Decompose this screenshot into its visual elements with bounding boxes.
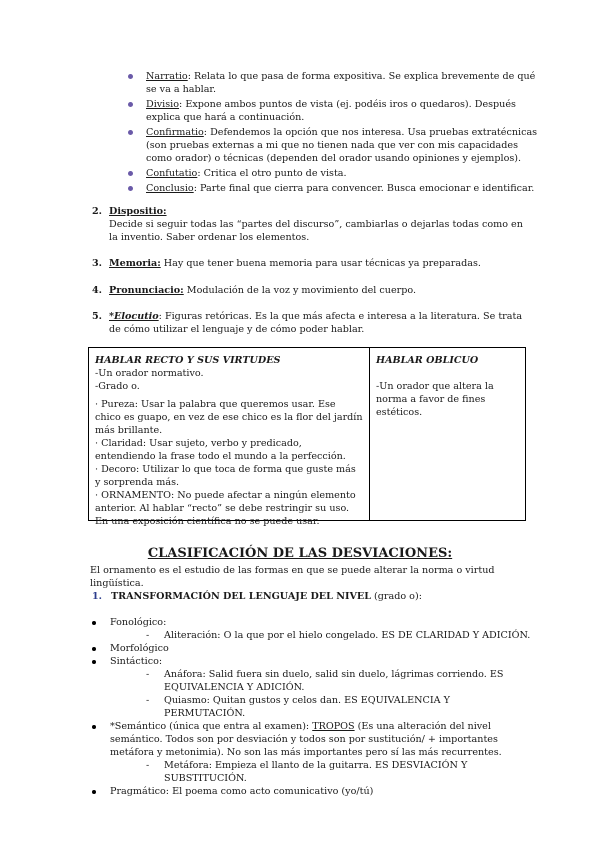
section-heading-text: TRANSFORMACIÓN DEL LENGUAJE DEL NIVEL [111,591,371,602]
term-conclusio: Conclusio [146,183,194,194]
item-number: 3. [92,258,103,269]
table-item-pureza: · Pureza: Usar la palabra que queremos usar. Ese chico es guapo, en vez de ese chico es la flor del jardín más brillante. [95,399,363,436]
bullet-icon [92,790,96,794]
bullet-icon [92,725,96,729]
level-sintactico: Sintáctico: [110,656,163,667]
table-header-recto: HABLAR RECTO Y SUS VIRTUDES [95,355,281,366]
list-item [92,655,532,720]
example-aliteracion: Aliteración: O la que por el hielo congelado. ES DE CLARIDAD Y ADICIÓN. [164,630,531,641]
dash-icon: - [146,760,150,771]
partes-discurso-list [128,70,540,197]
bullet-icon [92,647,96,651]
list-item [92,720,532,785]
table-col-oblicuo [370,348,526,520]
item-heading: *Elocutio [109,311,159,322]
table-line: -Grado o. [95,381,140,392]
item-text: : Figuras retóricas. Es la que más afecta e interesa a la literatura. Se trata de cómo utilizar el lenguaje y de cómo poder hablar. [109,311,523,335]
intro-paragraph: El ornamento es el estudio de las formas en que se puede alterar la norma o virtud lingüística. [90,565,495,589]
table-col-recto [89,348,370,527]
item-text: Hay que tener buena memoria para usar técnicas ya preparadas. [160,258,481,269]
item-number: 2. [92,206,103,217]
bullet-icon [128,74,133,79]
item-heading: Memoria: [109,258,161,269]
list-item [130,629,532,642]
item-text: Modulación de la voz y movimiento del cuerpo. [183,285,417,296]
virtudes-table [88,347,526,527]
table-item-claridad: · Claridad: Usar sujeto, verbo y predicado, entendiendo la frase todo el mundo a la perfección. [95,438,346,462]
item-number: 5. [92,311,103,322]
item-text: : Relata lo que pasa de forma expositiva. Se explica brevemente de qué se va a hablar. [146,71,536,95]
item-heading: Dispositio: [109,206,167,217]
table-header-oblicuo: HABLAR OBLICUO [376,355,479,366]
list-item [128,182,540,195]
example-metafora: Metáfora: Empieza el llanto de la guitarra. ES DESVIACIÓN Y SUBSTITUCIÓN. [164,760,468,784]
level-semantico: *Semántico (única que entra al examen): [110,721,313,732]
example-anafora: Anáfora: Salid fuera sin duelo, salid sin duelo, lágrimas corriendo. ES EQUIVALENCIA Y ADICIÓN. [164,669,504,693]
table-line: -Un orador normativo. [95,368,204,379]
table-item-decoro: · Decoro: Utilizar lo que toca de forma que guste más y sorprenda más. [95,464,356,488]
item-text: Decide si seguir todas las “partes del discurso”, cambiarlas o dejarlas todas como en la inventio. Saber ordenar los elementos. [109,219,523,243]
bullet-icon [92,660,96,664]
dispositio-item [92,205,532,244]
item-text: : Parte final que cierra para convencer. Busca emocionar e identificar. [193,183,535,194]
tropos-label: TROPOS [312,721,355,732]
section-title: CLASIFICACIÓN DE LAS DESVIACIONES: [147,546,453,561]
term-confirmatio: Confirmatio [146,127,204,138]
bullet-icon [128,186,133,191]
list-item [128,167,540,180]
bullet-icon [92,621,96,625]
table-line: -Un orador que altera la norma a favor de fines estéticos. [376,381,494,418]
level-fonologico: Fonológico: [110,617,167,628]
memoria-item [92,257,532,270]
dash-icon: - [146,630,150,641]
item-number: 4. [92,285,103,296]
levels-list [92,616,532,798]
dash-icon: - [146,695,150,706]
item-text: : Critica el otro punto de vista. [197,168,347,179]
list-item [92,616,532,642]
term-narratio: Narratio [146,71,188,82]
term-divisio: Divisio [146,99,180,110]
bullet-icon [128,102,133,107]
list-item [128,98,540,124]
semantico-text: (Es una alteración del nivel semántico. Todos son por desviación y todos son por sustitución/ + importantes metáfora y metonimia). No son las más importantes pero sí las más recurrentes. [110,721,502,758]
list-item [130,759,532,785]
section-number: 1. [92,591,103,602]
item-heading: Pronunciacio: [109,285,184,296]
bullet-icon [128,171,133,176]
item-text: : Expone ambos puntos de vista (ej. podéis iros o quedaros). Después explica que hará a continuación. [146,99,516,123]
item-text: : Defendemos la opción que nos interesa. Usa pruebas extratécnicas (son pruebas externas a mi que no tienen nada que ver con mis capacidades como orador) o técnicas (dependen del orador usando opiniones y ejemplos). [146,127,538,164]
example-quiasmo: Quiasmo: Quitan gustos y celos dan. ES EQUIVALENCIA Y PERMUTACIÓN. [164,695,450,719]
list-item [130,694,532,720]
table-item-ornamento: · ORNAMENTO: No puede afectar a ningún elemento anterior. Al hablar “recto” se debe restringir su uso. En una exposición científica no se puede usar. [95,490,356,527]
elocutio-item [92,310,532,336]
section-1-heading [92,590,532,603]
section-heading-suffix: (grado o): [370,591,422,602]
dash-icon: - [146,669,150,680]
level-pragmatico: Pragmático: El poema como acto comunicativo (yo/tú) [110,786,374,797]
pronunciacio-item [92,284,532,297]
level-morfologico: Morfológico [110,643,169,654]
list-item [130,668,532,694]
list-item [92,785,532,798]
list-item [92,642,532,655]
term-confutatio: Confutatio [146,168,198,179]
bullet-icon [128,130,133,135]
list-item [128,70,540,96]
list-item [128,126,540,165]
